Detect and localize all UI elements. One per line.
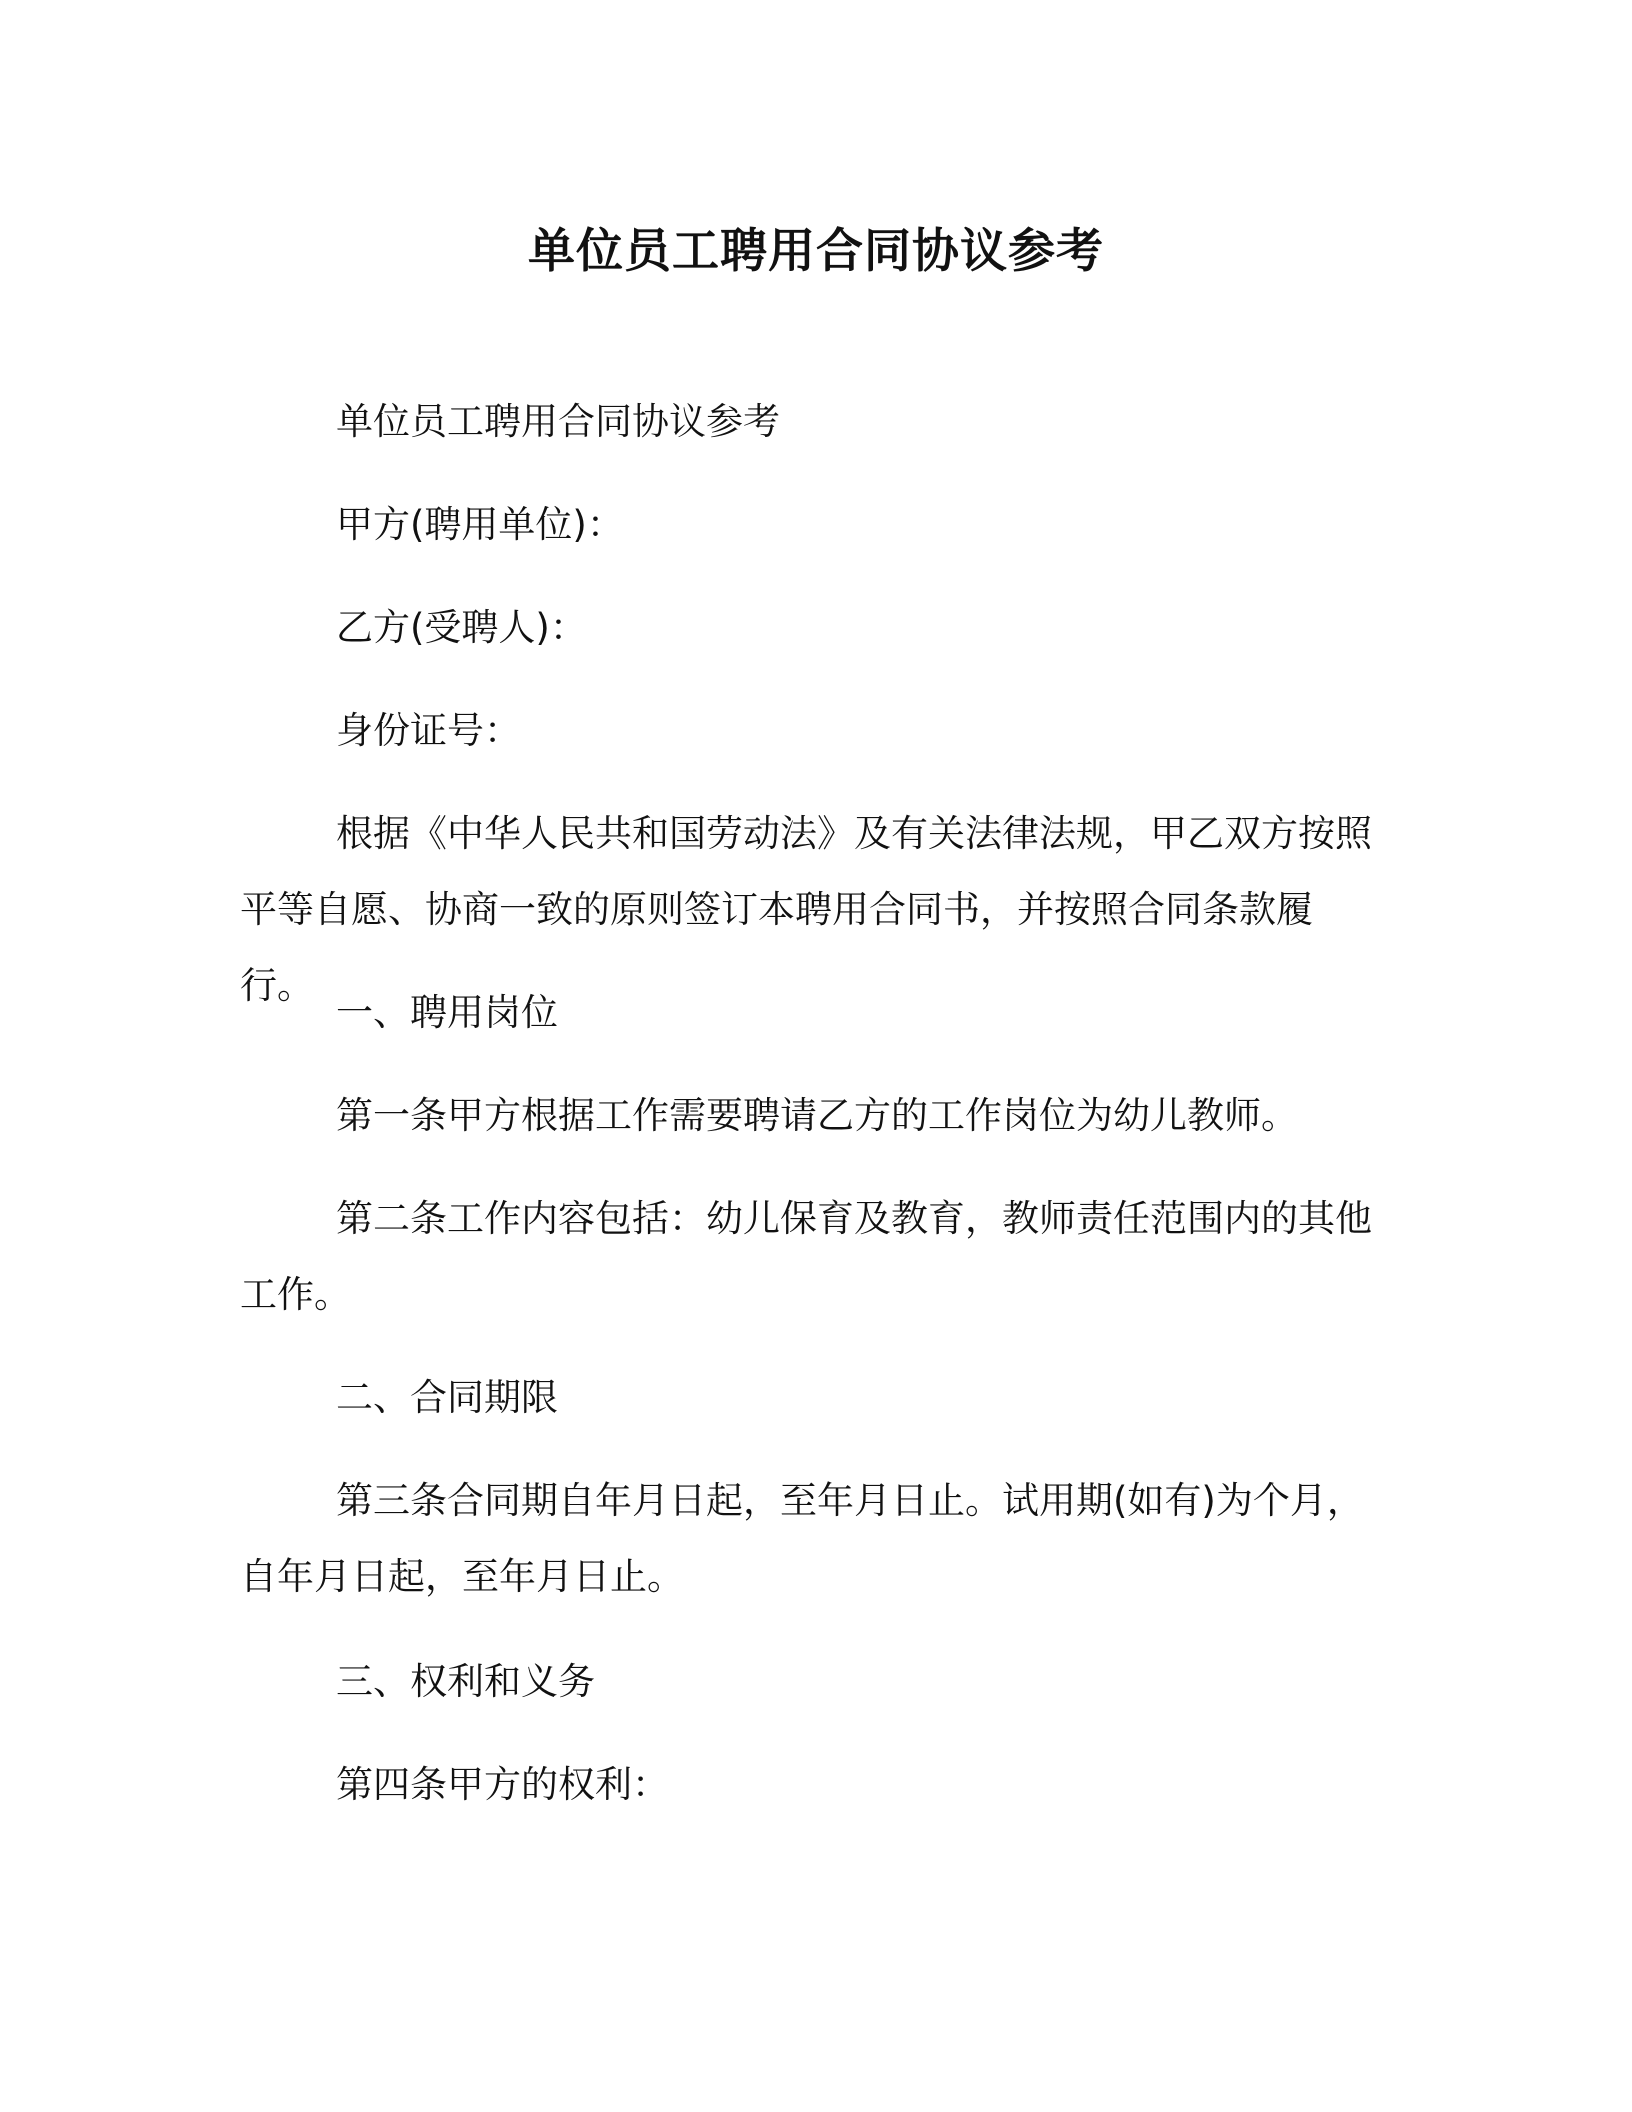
paragraph-subtitle: 单位员工聘用合同协议参考: [336, 400, 780, 443]
paragraph-article-2: 第二条工作内容包括：幼儿保育及教育，教师责任范围内的其他工作。: [240, 1197, 1372, 1316]
paragraph-party-b: 乙方(受聘人)：: [336, 606, 587, 649]
section-heading-term: 二、合同期限: [336, 1376, 558, 1419]
section-heading-rights: 三、权利和义务: [336, 1660, 595, 1703]
document-title: 单位员工聘用合同协议参考: [528, 224, 1104, 279]
paragraph-party-a: 甲方(聘用单位)：: [336, 503, 624, 546]
paragraph-article-4: 第四条甲方的权利：: [336, 1763, 669, 1806]
paragraph-article-3: 第三条合同期自年月日起，至年月日止。试用期(如有)为个月，自年月日起，至年月日止。: [240, 1479, 1364, 1598]
paragraph-preamble: 根据《中华人民共和国劳动法》及有关法律法规，甲乙双方按照平等自愿、协商一致的原则签订本聘用合同书，并按照合同条款履行。: [240, 812, 1372, 1007]
section-heading-position: 一、聘用岗位: [336, 991, 558, 1034]
paragraph-id-number: 身份证号：: [336, 709, 521, 752]
paragraph-article-1: 第一条甲方根据工作需要聘请乙方的工作岗位为幼儿教师。: [336, 1094, 1298, 1137]
